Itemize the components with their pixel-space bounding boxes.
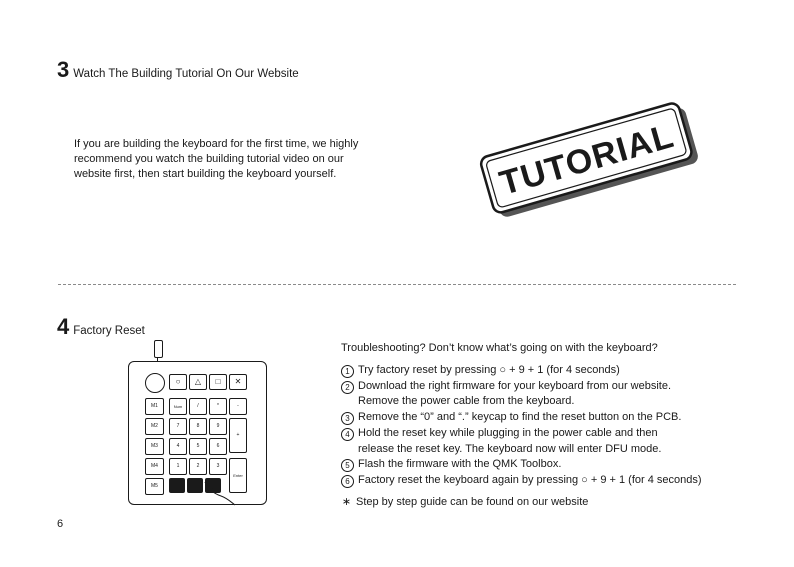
step-text: Download the right firmware for your keyboard from our website. [358, 379, 672, 392]
asterisk-icon: ∗ [341, 496, 352, 508]
section-divider [58, 284, 736, 285]
reset-steps-list [341, 363, 761, 489]
section-title: Factory Reset [73, 325, 145, 337]
key-multiply: * [209, 398, 227, 415]
step-text: Remove the “0” and “.” keycap to find the reset button on the PCB. [358, 411, 682, 424]
section-3-heading [57, 59, 299, 81]
key-cross: ✕ [229, 374, 247, 390]
key-0-removed [169, 478, 185, 493]
section-4-heading [57, 316, 145, 338]
step-4-cont: release the reset key. The keyboard now will enter DFU mode. [358, 442, 662, 455]
key-square: □ [209, 374, 227, 390]
key-numlock: Num [169, 398, 187, 415]
finger-pointer-icon [201, 480, 237, 506]
step-3 [341, 410, 761, 426]
troubleshooting-intro: Troubleshooting? Don’t know what’s going on with the keyboard? [341, 342, 658, 354]
key-m4: M4 [145, 458, 164, 475]
rotary-knob-icon [145, 373, 165, 393]
step-number: 5 [341, 459, 354, 472]
key-enter: Enter [229, 458, 247, 493]
key-2: 2 [189, 458, 207, 475]
section-number: 3 [57, 57, 70, 82]
step-number: 2 [341, 381, 354, 394]
step-4 [341, 426, 761, 442]
key-4: 4 [169, 438, 187, 455]
key-8: 8 [189, 418, 207, 435]
step-number: 1 [341, 365, 354, 378]
key-6: 6 [209, 438, 227, 455]
step-6 [341, 473, 761, 489]
key-plus: + [229, 418, 247, 453]
step-2 [341, 379, 761, 395]
step-2-cont: Remove the power cable from the keyboard. [358, 395, 575, 408]
paragraph-line: website first, then start building the keyboard yourself. [74, 168, 337, 180]
key-minus: - [229, 398, 247, 415]
key-m3: M3 [145, 438, 164, 455]
key-m5: M5 [145, 478, 164, 495]
step-number: 3 [341, 412, 354, 425]
paragraph-line: If you are building the keyboard for the first time, we highly [74, 138, 359, 150]
stamp-label: TUTORIAL [495, 116, 679, 203]
section-number: 4 [57, 314, 70, 339]
step-1 [341, 363, 761, 379]
keypad-body [128, 361, 267, 505]
key-m2: M2 [145, 418, 164, 435]
key-m1: M1 [145, 398, 164, 415]
step-number: 4 [341, 428, 354, 441]
keypad-illustration [128, 340, 268, 506]
key-7: 7 [169, 418, 187, 435]
page-number: 6 [57, 518, 64, 530]
step-number: 6 [341, 475, 354, 488]
note-text: Step by step guide can be found on our website [356, 496, 589, 508]
step-5 [341, 457, 761, 473]
step-text: Factory reset the keyboard again by pressing ○ + 9 + 1 (for 4 seconds) [358, 473, 702, 486]
website-note [341, 495, 588, 511]
key-9: 9 [209, 418, 227, 435]
key-3: 3 [209, 458, 227, 475]
key-triangle: △ [189, 374, 207, 390]
step-text: Try factory reset by pressing ○ + 9 + 1 (for 4 seconds) [358, 364, 620, 376]
usb-cable-icon [154, 340, 163, 358]
tutorial-stamp [470, 96, 710, 224]
key-1: 1 [169, 458, 187, 475]
step-text: Hold the reset key while plugging in the power cable and then [358, 426, 658, 439]
paragraph-line: recommend you watch the building tutorial video on our [74, 153, 344, 165]
step-text: Flash the firmware with the QMK Toolbox. [358, 458, 562, 471]
key-divide: / [189, 398, 207, 415]
key-circle: ○ [169, 374, 187, 390]
key-5: 5 [189, 438, 207, 455]
tutorial-paragraph [74, 137, 404, 182]
section-title: Watch The Building Tutorial On Our Website [73, 68, 299, 80]
